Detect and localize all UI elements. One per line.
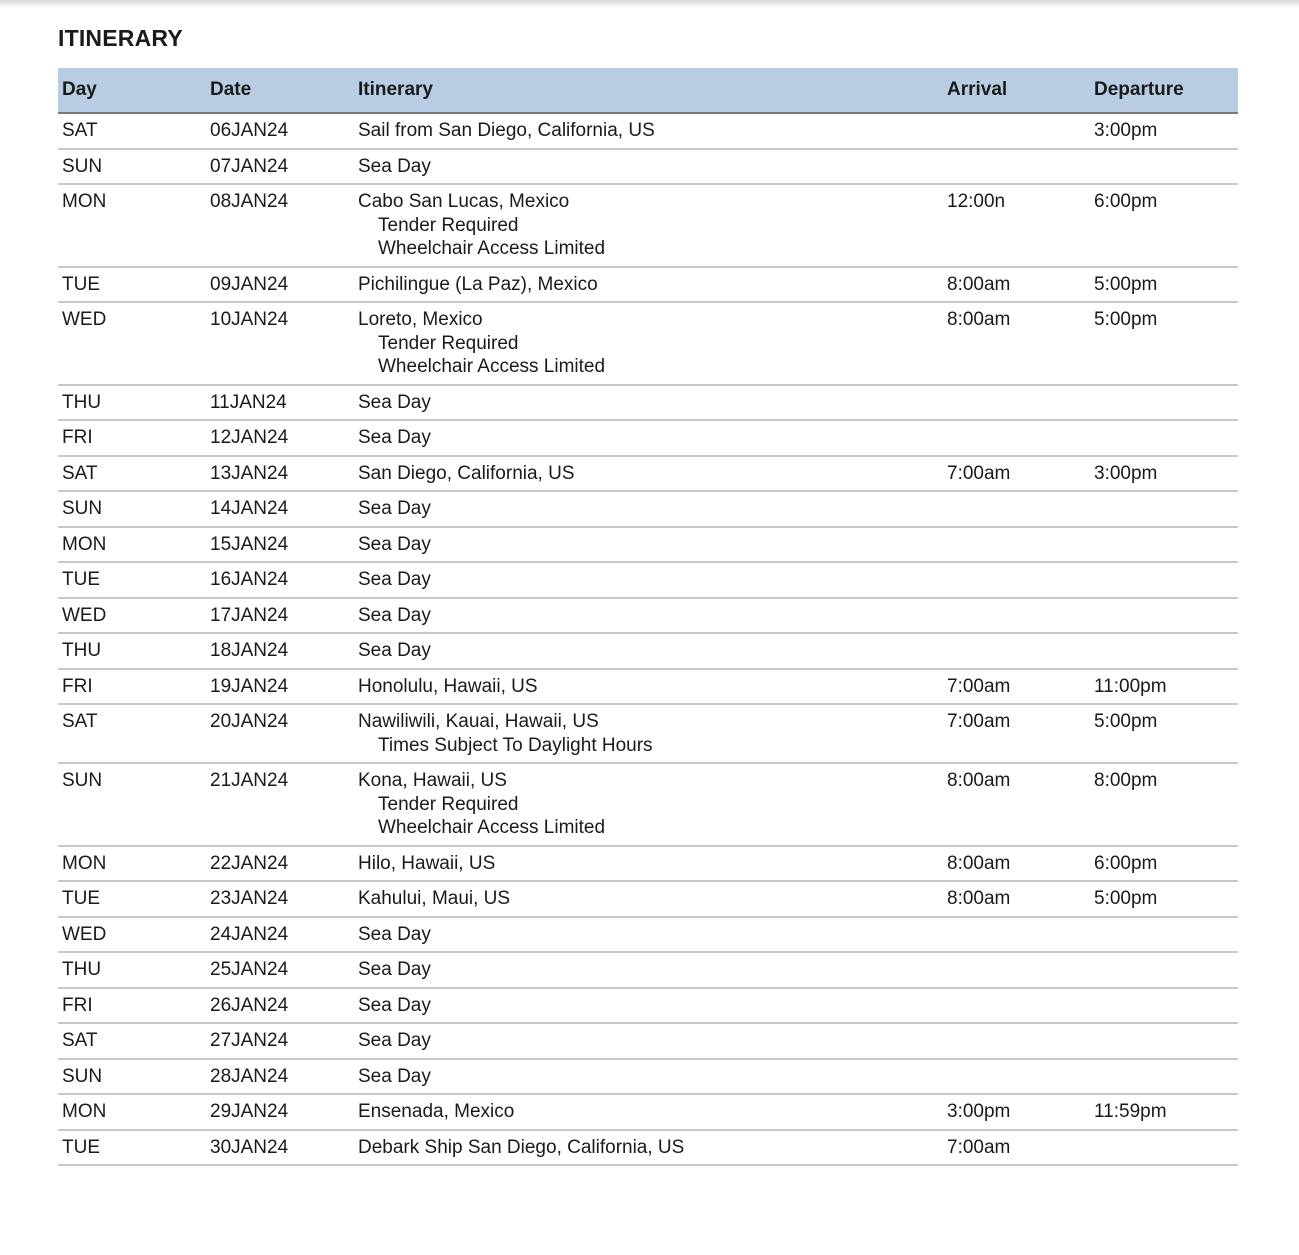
port-note: Tender Required [378,332,519,354]
arrival-cell [943,917,1090,953]
day-cell: TUE [58,881,206,917]
day-cell: MON [58,527,206,563]
day-cell: THU [58,952,206,988]
port-note: Wheelchair Access Limited [378,356,606,377]
day-cell: THU [58,385,206,421]
date-cell: 24JAN24 [206,917,354,953]
day-cell: SAT [58,113,206,149]
departure-cell: 11:00pm [1090,669,1238,705]
day-cell: TUE [58,562,206,598]
itinerary-cell [354,633,943,669]
table-row [58,952,1238,988]
date-cell: 09JAN24 [206,267,354,303]
date-cell: 13JAN24 [206,456,354,492]
port-note: Wheelchair Access Limited [378,817,606,838]
port-name: Sea Day [358,604,431,626]
arrival-cell [943,562,1090,598]
arrival-cell [943,420,1090,456]
arrival-cell: 8:00am [943,267,1090,303]
day-cell: SUN [58,763,206,846]
table-row [58,1094,1238,1130]
date-cell: 29JAN24 [206,1094,354,1130]
day-cell: TUE [58,1130,206,1166]
date-cell: 25JAN24 [206,952,354,988]
arrival-cell: 8:00am [943,763,1090,846]
itinerary-cell [354,562,943,598]
departure-cell [1090,149,1238,185]
table-row [58,704,1238,763]
date-cell: 14JAN24 [206,491,354,527]
day-cell: SAT [58,704,206,763]
departure-cell: 6:00pm [1090,846,1238,882]
day-cell: WED [58,302,206,385]
port-name: Pichilingue (La Paz), Mexico [358,273,598,295]
departure-cell: 5:00pm [1090,302,1238,385]
date-cell: 17JAN24 [206,598,354,634]
itinerary-cell [354,420,943,456]
itinerary-cell [354,1023,943,1059]
arrival-cell: 7:00am [943,1130,1090,1166]
itinerary-cell [354,598,943,634]
arrival-cell: 8:00am [943,846,1090,882]
table-row [58,184,1238,267]
departure-cell: 3:00pm [1090,113,1238,149]
departure-cell: 5:00pm [1090,881,1238,917]
arrival-cell: 8:00am [943,302,1090,385]
departure-cell [1090,598,1238,634]
arrival-cell [943,491,1090,527]
table-row [58,1023,1238,1059]
date-cell: 16JAN24 [206,562,354,598]
date-cell: 23JAN24 [206,881,354,917]
table-body [58,113,1238,1165]
date-cell: 21JAN24 [206,763,354,846]
port-note: Wheelchair Access Limited [378,238,606,259]
day-cell: WED [58,917,206,953]
date-cell: 19JAN24 [206,669,354,705]
itinerary-cell [354,385,943,421]
table-row [58,385,1238,421]
day-cell: MON [58,1094,206,1130]
port-name: San Diego, California, US [358,462,575,484]
port-name: Loreto, Mexico [358,309,483,330]
day-cell: THU [58,633,206,669]
arrival-cell: 8:00am [943,881,1090,917]
date-cell: 27JAN24 [206,1023,354,1059]
section-title: ITINERARY [58,25,183,51]
port-name: Sail from San Diego, California, US [358,120,655,141]
day-cell: FRI [58,669,206,705]
itinerary-cell [354,704,943,763]
table-row [58,763,1238,846]
arrival-cell: 7:00am [943,669,1090,705]
date-cell: 08JAN24 [206,184,354,267]
day-cell: TUE [58,267,206,303]
date-cell: 28JAN24 [206,1059,354,1095]
port-name: Sea Day [358,1065,431,1087]
departure-cell: 8:00pm [1090,763,1238,846]
itinerary-cell [354,763,943,846]
date-cell: 11JAN24 [206,385,354,421]
port-name: Hilo, Hawaii, US [358,852,496,874]
table-row [58,1130,1238,1166]
table-row [58,562,1238,598]
port-name: Cabo San Lucas, Mexico [358,191,570,212]
departure-cell [1090,633,1238,669]
itinerary-cell [354,527,943,563]
departure-cell [1090,917,1238,953]
arrival-cell [943,1059,1090,1095]
itinerary-cell [354,491,943,527]
date-cell: 22JAN24 [206,846,354,882]
departure-cell [1090,562,1238,598]
table-row [58,302,1238,385]
table-row [58,456,1238,492]
departure-cell [1090,988,1238,1024]
port-name: Sea Day [358,640,431,661]
departure-cell: 3:00pm [1090,456,1238,492]
table-row [58,420,1238,456]
header-day: Day [58,68,206,113]
itinerary-cell [354,1094,943,1130]
table-row [58,1059,1238,1095]
arrival-cell: 3:00pm [943,1094,1090,1130]
itinerary-cell [354,267,943,303]
itinerary-cell [354,1130,943,1166]
arrival-cell [943,988,1090,1024]
itinerary-cell [354,113,943,149]
departure-cell [1090,527,1238,563]
table-row [58,527,1238,563]
day-cell: SAT [58,456,206,492]
arrival-cell [943,527,1090,563]
date-cell: 15JAN24 [206,527,354,563]
departure-cell: 6:00pm [1090,184,1238,267]
arrival-cell [943,385,1090,421]
port-name: Ensenada, Mexico [358,1101,515,1122]
port-name: Sea Day [358,994,431,1016]
header-itinerary: Itinerary [354,68,943,113]
date-cell: 30JAN24 [206,1130,354,1166]
port-name: Sea Day [358,391,431,413]
port-note: Tender Required [378,214,519,236]
date-cell: 06JAN24 [206,113,354,149]
date-cell: 07JAN24 [206,149,354,185]
table-row [58,633,1238,669]
arrival-cell: 7:00am [943,456,1090,492]
itinerary-table [58,68,1238,1166]
header-arrival: Arrival [943,68,1090,113]
departure-cell [1090,1059,1238,1095]
arrival-cell [943,113,1090,149]
date-cell: 12JAN24 [206,420,354,456]
date-cell: 10JAN24 [206,302,354,385]
port-name: Kona, Hawaii, US [358,770,507,791]
port-name: Sea Day [358,427,431,448]
day-cell: FRI [58,420,206,456]
port-name: Sea Day [358,1030,431,1051]
arrival-cell [943,952,1090,988]
port-name: Kahului, Maui, US [358,888,511,909]
arrival-cell [943,633,1090,669]
arrival-cell [943,149,1090,185]
itinerary-cell [354,669,943,705]
table-row [58,491,1238,527]
table-row [58,917,1238,953]
departure-cell: 5:00pm [1090,267,1238,303]
date-cell: 20JAN24 [206,704,354,763]
table-row [58,598,1238,634]
day-cell: SAT [58,1023,206,1059]
table-row [58,267,1238,303]
port-note: Tender Required [378,793,519,815]
departure-cell [1090,491,1238,527]
arrival-cell [943,598,1090,634]
header-row [58,68,1238,113]
day-cell: MON [58,846,206,882]
table-row [58,113,1238,149]
itinerary-cell [354,302,943,385]
departure-cell [1090,420,1238,456]
itinerary-cell [354,149,943,185]
header-date: Date [206,68,354,113]
date-cell: 26JAN24 [206,988,354,1024]
itinerary-cell [354,846,943,882]
table-row [58,881,1238,917]
itinerary-cell [354,184,943,267]
itinerary-cell [354,881,943,917]
port-name: Sea Day [358,569,431,590]
itinerary-cell [354,917,943,953]
table-row [58,669,1238,705]
arrival-cell: 12:00n [943,184,1090,267]
day-cell: WED [58,598,206,634]
itinerary-cell [354,952,943,988]
port-name: Sea Day [358,923,431,945]
port-name: Sea Day [358,498,431,519]
port-name: Honolulu, Hawaii, US [358,675,538,697]
departure-cell: 11:59pm [1090,1094,1238,1130]
itinerary-cell [354,988,943,1024]
day-cell: SUN [58,491,206,527]
table-row [58,149,1238,185]
itinerary-cell [354,456,943,492]
departure-cell [1090,1130,1238,1166]
arrival-cell: 7:00am [943,704,1090,763]
day-cell: FRI [58,988,206,1024]
departure-cell [1090,1023,1238,1059]
departure-cell [1090,385,1238,421]
departure-cell [1090,952,1238,988]
table-row [58,846,1238,882]
day-cell: SUN [58,1059,206,1095]
itinerary-cell [354,1059,943,1095]
date-cell: 18JAN24 [206,633,354,669]
port-name: Sea Day [358,155,431,177]
port-note: Times Subject To Daylight Hours [378,734,653,756]
page-top-edge [0,0,1299,8]
port-name: Sea Day [358,959,431,980]
port-name: Sea Day [358,533,431,555]
table-header [58,68,1238,113]
port-name: Nawiliwili, Kauai, Hawaii, US [358,711,599,732]
day-cell: SUN [58,149,206,185]
arrival-cell [943,1023,1090,1059]
table-row [58,988,1238,1024]
port-name: Debark Ship San Diego, California, US [358,1136,685,1158]
departure-cell: 5:00pm [1090,704,1238,763]
header-departure: Departure [1090,68,1238,113]
day-cell: MON [58,184,206,267]
